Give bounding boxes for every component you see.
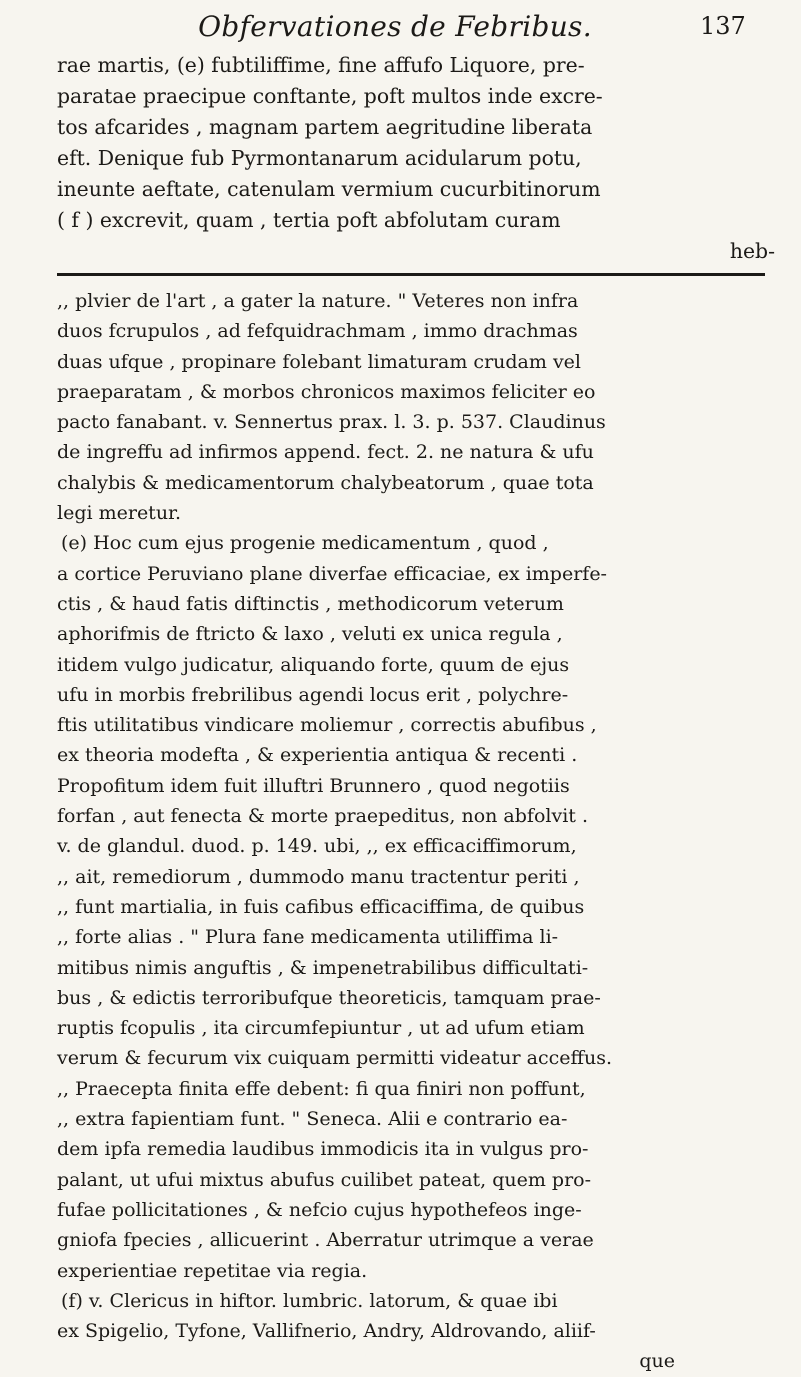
footnote-line: ex theoria modefta , & experientia antiqua & recenti . bbox=[57, 744, 578, 767]
footnote-line: palant, ut ufui mixtus abufus cuilibet pateat, quem pro- bbox=[57, 1168, 592, 1191]
footnote-line: duos fcrupulos , ad fefquidrachmam , immo drachmas bbox=[57, 320, 578, 343]
body-text bbox=[57, 50, 775, 1377]
footnote-line: fufae pollicitationes , & nefcio cujus hypothefeos inge- bbox=[57, 1198, 582, 1221]
footnote-line: aphorifmis de ftricto & laxo , veluti ex unica regula , bbox=[57, 623, 563, 646]
page-header bbox=[0, 10, 801, 50]
footnotes bbox=[57, 286, 775, 1377]
footnote-line: ex Spigelio, Tyfone, Vallifnerio, Andry, Aldrovando, aliif- bbox=[57, 1320, 596, 1343]
running-title: Obfervationes de Febribus. bbox=[198, 10, 592, 43]
footnote-line: itidem vulgo judicatur, aliquando forte, quum de ejus bbox=[57, 653, 570, 676]
footnote-line: chalybis & medicamentorum chalybeatorum , quae tota bbox=[57, 471, 594, 494]
main-text-line: heb- bbox=[729, 239, 775, 263]
footnote-line: ,, plvier de l'art , a gater la nature. " Veteres non infra bbox=[57, 290, 579, 312]
footnote-line: ,, funt martialia, in fuis cafibus efficaciffima, de quibus bbox=[57, 895, 585, 918]
footnote-line: ctis , & haud fatis diftinctis , methodicorum veterum bbox=[57, 592, 564, 615]
footnote-line: de ingreffu ad infirmos append. fect. 2. ne natura & ufu bbox=[57, 441, 594, 464]
footnote-line: Propofitum idem fuit illuftri Brunnero , quod negotiis bbox=[57, 774, 570, 797]
footnote-line: dem ipfa remedia laudibus immodicis ita in vulgus pro- bbox=[57, 1138, 589, 1161]
footnote-line: duas ufque , propinare folebant limaturam crudam vel bbox=[57, 350, 581, 373]
catchword: que bbox=[639, 1350, 675, 1373]
footnote-line: ruptis fcopulis , ita circumfepiuntur , ut ad ufum etiam bbox=[57, 1017, 585, 1040]
footnote-line: (e) Hoc cum ejus progenie medicamentum , quod , bbox=[61, 532, 549, 555]
footnote-line: ,, forte alias . " Plura fane medicamenta utiliffima li- bbox=[57, 926, 559, 949]
main-text-line: ineunte aeftate, catenulam vermium cucurbitinorum bbox=[57, 177, 601, 201]
footnote-line: bus , & edictis terroribufque theoreticis, tamquam prae- bbox=[57, 986, 601, 1009]
footnote-line: verum & fecurum vix cuiquam permitti videatur acceffus. bbox=[57, 1047, 613, 1070]
main-text-line: paratae praecipue conftante, poft multos inde excre- bbox=[57, 84, 603, 108]
footnote-line: (f) v. Clericus in hiftor. lumbric. latorum, & quae ibi bbox=[61, 1289, 558, 1312]
footnote-line: ufu in morbis frebrilibus agendi locus erit , polychre- bbox=[57, 683, 569, 706]
footnote-line: gniofa fpecies , allicuerint . Aberratur utrimque a verae bbox=[57, 1229, 594, 1252]
main-text-line: eft. Denique fub Pyrmontanarum acidularum potu, bbox=[57, 146, 582, 170]
page-number: 137 bbox=[700, 12, 746, 40]
footnote-line: ,, ait, remediorum , dummodo manu tractentur periti , bbox=[57, 865, 580, 888]
footnote-separator-rule bbox=[57, 273, 765, 276]
footnote-line: mitibus nimis anguftis , & impenetrabilibus difficultati- bbox=[57, 956, 589, 979]
footnote-line: praeparatam , & morbos chronicos maximos feliciter eo bbox=[57, 380, 596, 403]
main-text-line: tos afcarides , magnam partem aegritudine liberata bbox=[57, 115, 593, 139]
footnote-line: v. de glandul. duod. p. 149. ubi, ,, ex efficaciffimorum, bbox=[57, 835, 577, 858]
footnote-line: ,, extra fapientiam funt. " Seneca. Alii e contrario ea- bbox=[57, 1108, 568, 1131]
footnote-line: pacto fanabant. v. Sennertus prax. l. 3. p. 537. Claudinus bbox=[57, 411, 606, 434]
main-text-line: rae martis, (e) fubtiliffime, fine affufo Liquore, pre- bbox=[57, 53, 585, 77]
footnote-line: legi meretur. bbox=[57, 502, 182, 525]
footnote-line: forfan , aut fenecta & morte praepeditus, non abfolvit . bbox=[57, 805, 588, 828]
footnote-line: a cortice Peruviano plane diverfae efficaciae, ex imperfe- bbox=[57, 562, 607, 585]
footnote-line: experientiae repetitae via regia. bbox=[57, 1259, 368, 1282]
footnote-line: ftis utilitatibus vindicare moliemur , correctis abufibus , bbox=[57, 714, 597, 737]
main-text-line: ( f ) excrevit, quam , tertia poft abfolutam curam bbox=[57, 208, 561, 232]
footnote-line: ,, Praecepta finita effe debent: fi qua finiri non poffunt, bbox=[57, 1077, 586, 1100]
